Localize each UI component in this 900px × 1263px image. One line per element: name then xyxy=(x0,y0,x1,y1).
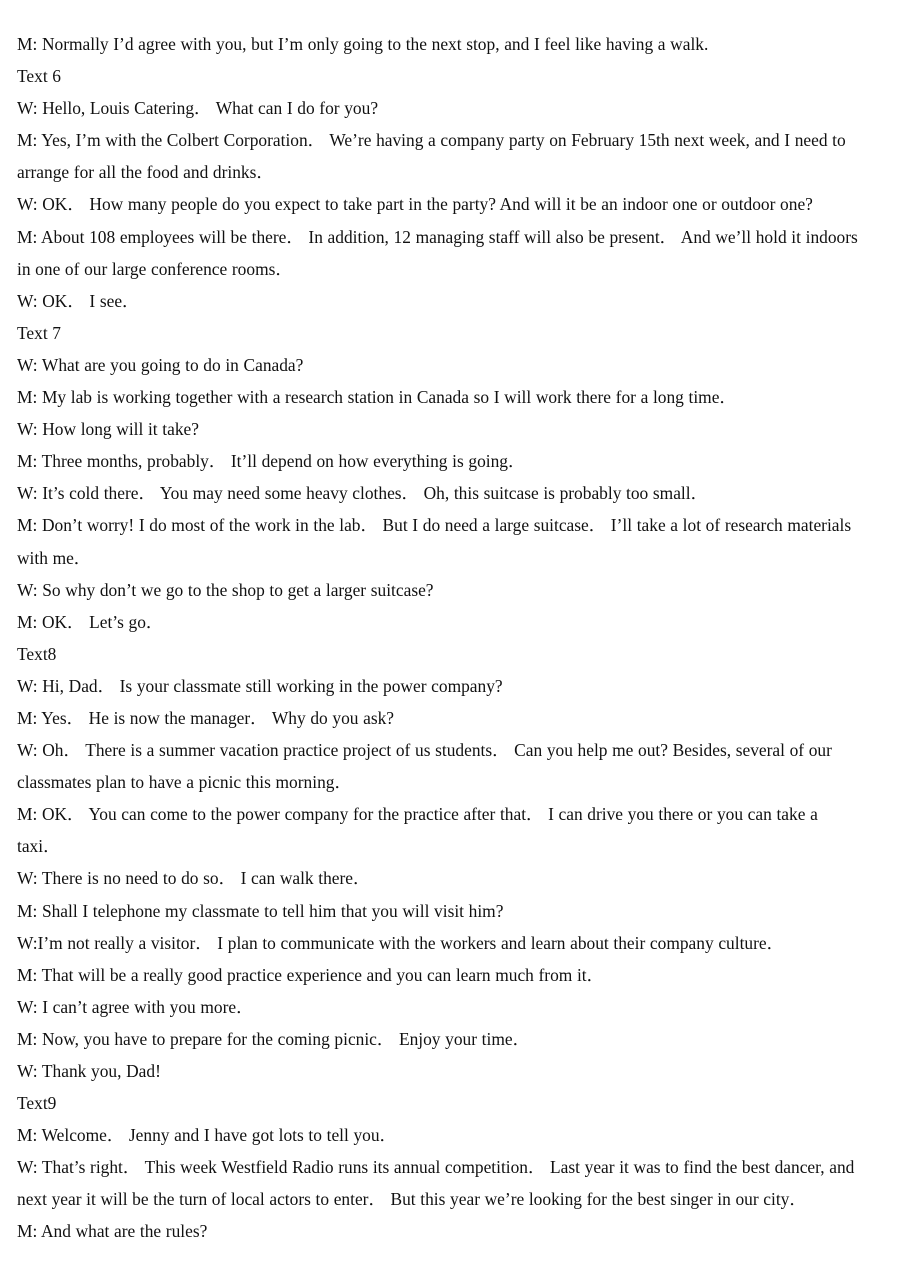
text-line: M: Yes, I’m with the Colbert Corporation． We’re having a company party on February 15th next week, and I need to xyxy=(17,130,846,151)
section-heading-text-9: Text9 xyxy=(17,1093,57,1114)
text-line: M: Don’t worry! I do most of the work in the lab． But I do need a large suitcase． I’ll take a lot of research materials xyxy=(17,515,852,536)
text-line: W: How long will it take? xyxy=(17,419,199,440)
text-line: W: It’s cold there． You may need some heavy clothes． Oh, this suitcase is probably too small． xyxy=(17,483,708,504)
text-line: W:I’m not really a visitor． I plan to communicate with the workers and learn about their company culture． xyxy=(17,932,784,953)
text-line: M: OK． Let’s go． xyxy=(17,611,164,632)
text-line: W: What are you going to do in Canada? xyxy=(17,354,304,375)
text-line: next year it will be the turn of local actors to enter． But this year we’re looking for the best singer in our city． xyxy=(17,1189,807,1210)
text-line: M: Yes． He is now the manager． Why do you ask? xyxy=(17,707,395,728)
text-line: classmates plan to have a picnic this morning． xyxy=(17,772,352,793)
text-line: W: OK． How many people do you expect to take part in the party? And will it be an indoor one or outdoor one? xyxy=(17,194,813,215)
text-line: M: About 108 employees will be there． In addition, 12 managing staff will also be present． And we’ll hold it indoors xyxy=(17,226,858,247)
text-line: M: Now, you have to prepare for the coming picnic． Enjoy your time． xyxy=(17,1028,530,1049)
text-line: W: I can’t agree with you more． xyxy=(17,996,254,1017)
text-line: M: Welcome． Jenny and I have got lots to tell you． xyxy=(17,1125,397,1146)
text-line: M: That will be a really good practice experience and you can learn much from it． xyxy=(17,964,605,985)
section-heading-text-6: Text 6 xyxy=(17,66,61,87)
text-line: M: My lab is working together with a research station in Canada so I will work there for a long time． xyxy=(17,387,737,408)
text-line: M: Normally I’d agree with you, but I’m only going to the next stop, and I feel like having a walk. xyxy=(17,34,709,54)
text-line: M: OK． You can come to the power company for the practice after that． I can drive you there or you can take a xyxy=(17,804,818,825)
text-line: W: So why don’t we go to the shop to get a larger suitcase? xyxy=(17,579,434,600)
text-line: W: That’s right． This week Westfield Radio runs its annual competition． Last year it was to find the best dancer, and xyxy=(17,1157,855,1178)
section-heading-text-7: Text 7 xyxy=(17,322,61,343)
section-heading-text-8: Text8 xyxy=(17,643,57,664)
text-line: W: Thank you, Dad! xyxy=(17,1061,161,1081)
text-line: M: Three months, probably． It’ll depend on how everything is going． xyxy=(17,451,526,472)
text-line: M: And what are the rules? xyxy=(17,1221,208,1242)
text-line: W: Hello, Louis Catering． What can I do for you? xyxy=(17,98,379,119)
text-line: M: Shall I telephone my classmate to tell him that you will visit him? xyxy=(17,900,504,921)
text-line: W: Hi, Dad． Is your classmate still working in the power company? xyxy=(17,675,503,696)
text-line: W: Oh． There is a summer vacation practice project of us students． Can you help me out? Besides, several of our xyxy=(17,740,832,761)
text-line: with me． xyxy=(17,547,92,568)
text-line: arrange for all the food and drinks． xyxy=(17,162,274,183)
document-page xyxy=(17,28,883,1248)
text-line: W: OK． I see． xyxy=(17,290,140,311)
text-line: taxi． xyxy=(17,836,61,857)
text-line: in one of our large conference rooms． xyxy=(17,258,293,279)
text-line: W: There is no need to do so． I can walk there． xyxy=(17,868,371,889)
